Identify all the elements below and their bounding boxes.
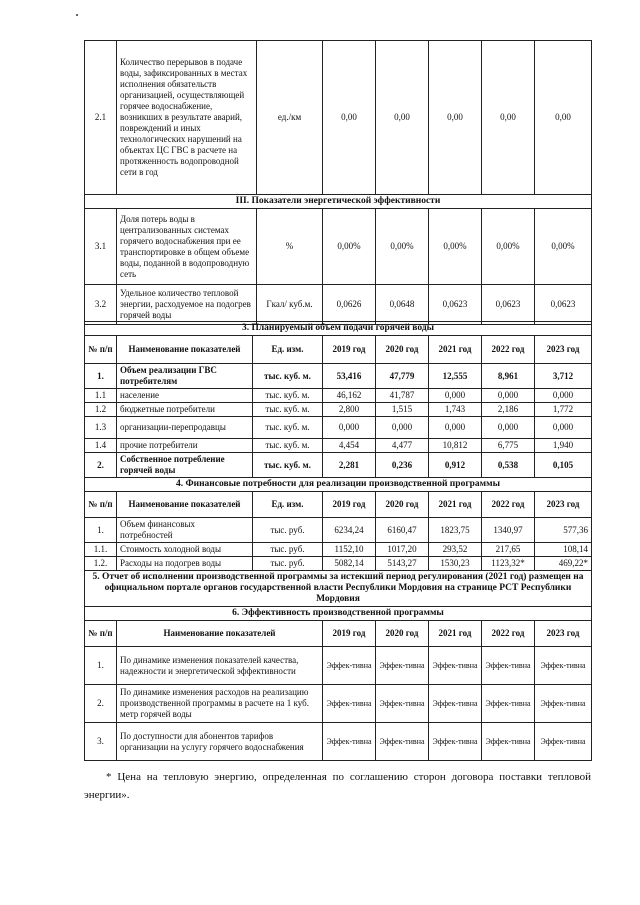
row-number: 1. (85, 364, 117, 389)
value: 577,36 (535, 518, 592, 543)
value: 0,0648 (376, 285, 429, 325)
value: 46,162 (323, 389, 376, 403)
table-row (85, 403, 592, 417)
table-row (85, 41, 592, 195)
indicator-name: Объем реализации ГВС потребителям (117, 364, 253, 389)
table-row (85, 439, 592, 453)
unit: тыс. руб. (253, 557, 323, 571)
value: 0,000 (429, 417, 482, 439)
value: 2,186 (482, 403, 535, 417)
col-header-year: 2019 год (323, 621, 376, 647)
efficiency-value: Эффек-тивна (376, 647, 429, 685)
value: 469,22* (535, 557, 592, 571)
table-row (85, 285, 592, 325)
col-header-year: 2023 год (535, 336, 592, 364)
value: 4,454 (323, 439, 376, 453)
value: 1152,10 (323, 543, 376, 557)
indicator-name: бюджетные потребители (117, 403, 253, 417)
efficiency-value: Эффек-тивна (323, 685, 376, 723)
col-header-year: 2020 год (376, 621, 429, 647)
table-row (85, 557, 592, 571)
section-title-row (85, 195, 592, 209)
efficiency-value: Эффек-тивна (429, 723, 482, 761)
value: 0,912 (429, 453, 482, 478)
indicators-table (84, 40, 592, 325)
value: 0,000 (535, 389, 592, 403)
row-number: 1.1 (85, 389, 117, 403)
unit: тыс. куб. м. (253, 439, 323, 453)
efficiency-value: Эффек-тивна (323, 647, 376, 685)
indicator-name: Расходы на подогрев воды (117, 557, 253, 571)
value: 10,812 (429, 439, 482, 453)
indicator-name: По динамике изменения показателей качества, надежности и энергетической эффективности (117, 647, 323, 685)
value: 47,779 (376, 364, 429, 389)
indicator-name: Доля потерь воды в централизованных системах горячего водоснабжения при ее транспортировке в общем объеме воды, поданной в водопроводную сеть (117, 209, 257, 285)
value: 1123,32* (482, 557, 535, 571)
unit: Гкал/ куб.м. (257, 285, 323, 325)
indicator-name: население (117, 389, 253, 403)
value: 0,0623 (482, 285, 535, 325)
efficiency-value: Эффек-тивна (482, 723, 535, 761)
value: 0,236 (376, 453, 429, 478)
value: 2,800 (323, 403, 376, 417)
col-header-year: 2021 год (429, 621, 482, 647)
value: 0,00 (535, 41, 592, 195)
indicator-name: Собственное потребление горячей воды (117, 453, 253, 478)
section-title-row (85, 607, 592, 621)
header-row (85, 621, 592, 647)
value: 0,000 (482, 389, 535, 403)
col-header-year: 2023 год (535, 492, 592, 518)
row-number: 1.2. (85, 557, 117, 571)
value: 6160,47 (376, 518, 429, 543)
col-header-name: Наименование показателей (117, 336, 253, 364)
value: 53,416 (323, 364, 376, 389)
unit: тыс. куб. м. (253, 389, 323, 403)
efficiency-value: Эффек-тивна (535, 723, 592, 761)
col-header-name: Наименование показателей (117, 492, 253, 518)
value: 0,000 (323, 417, 376, 439)
value: 293,52 (429, 543, 482, 557)
col-header-year: 2019 год (323, 336, 376, 364)
indicator-name: Стоимость холодной воды (117, 543, 253, 557)
unit: ед./км (257, 41, 323, 195)
unit: тыс. куб. м. (253, 364, 323, 389)
row-number: 1.1. (85, 543, 117, 557)
value: 0,0623 (535, 285, 592, 325)
row-number: 1. (85, 647, 117, 685)
value: 0,000 (482, 417, 535, 439)
value: 1,940 (535, 439, 592, 453)
value: 1340,97 (482, 518, 535, 543)
col-header-num: № п/п (85, 621, 117, 647)
unit: тыс. руб. (253, 543, 323, 557)
value: 2,281 (323, 453, 376, 478)
table-row (85, 518, 592, 543)
table-row (85, 453, 592, 478)
section-title-row (85, 478, 592, 492)
value: 0,00 (376, 41, 429, 195)
row-number: 1.3 (85, 417, 117, 439)
efficiency-value: Эффек-тивна (535, 685, 592, 723)
table-row (85, 723, 592, 761)
efficiency-value: Эффек-тивна (376, 723, 429, 761)
value: 5143,27 (376, 557, 429, 571)
value: 0,00% (429, 209, 482, 285)
header-row (85, 336, 592, 364)
value: 0,00% (482, 209, 535, 285)
efficiency-value: Эффек-тивна (323, 723, 376, 761)
col-header-name: Наименование показателей (117, 621, 323, 647)
value: 1017,20 (376, 543, 429, 557)
unit: тыс. куб. м. (253, 403, 323, 417)
scan-speck (76, 14, 78, 16)
table-row (85, 543, 592, 557)
unit: тыс. руб. (253, 518, 323, 543)
section-title: III. Показатели энергетической эффективности (85, 195, 592, 209)
row-number: 3.2 (85, 285, 117, 325)
row-number: 3. (85, 723, 117, 761)
program-table (84, 321, 592, 761)
header-row (85, 492, 592, 518)
footnote: * Цена на тепловую энергию, определенная по соглашению сторон договора поставки тепловой энергии». (84, 771, 591, 801)
indicator-name: прочие потребители (117, 439, 253, 453)
value: 0,000 (376, 417, 429, 439)
value: 1530,23 (429, 557, 482, 571)
efficiency-value: Эффек-тивна (429, 647, 482, 685)
table-row (85, 209, 592, 285)
col-header-unit: Ед. изм. (253, 336, 323, 364)
report-row (85, 571, 592, 607)
value: 41,787 (376, 389, 429, 403)
efficiency-value: Эффек-тивна (429, 685, 482, 723)
table-row (85, 389, 592, 403)
unit: тыс. куб. м. (253, 417, 323, 439)
value: 1823,75 (429, 518, 482, 543)
indicator-name: Количество перерывов в подаче воды, зафиксированных в местах исполнения обязательств организацией, осуществляющей горячее водоснабжение, возникших в результате аварий, повреждений и иных технологических нарушений на объектах ЦС ГВС в расчете на протяженность водопроводной сети в год (117, 41, 257, 195)
value: 6,775 (482, 439, 535, 453)
value: 0,000 (429, 389, 482, 403)
value: 3,712 (535, 364, 592, 389)
value: 4,477 (376, 439, 429, 453)
row-number: 2. (85, 453, 117, 478)
col-header-year: 2019 год (323, 492, 376, 518)
value: 1,743 (429, 403, 482, 417)
row-number: 3.1 (85, 209, 117, 285)
value: 0,00 (429, 41, 482, 195)
value: 0,00% (376, 209, 429, 285)
col-header-unit: Ед. изм. (253, 492, 323, 518)
col-header-num: № п/п (85, 492, 117, 518)
table-row (85, 685, 592, 723)
section-title: 4. Финансовые потребности для реализации производственной программы (85, 478, 592, 492)
value: 0,00% (535, 209, 592, 285)
row-number: 1.4 (85, 439, 117, 453)
value: 1,515 (376, 403, 429, 417)
row-number: 1.2 (85, 403, 117, 417)
value: 1,772 (535, 403, 592, 417)
table-row (85, 417, 592, 439)
indicator-name: организации-перепродавцы (117, 417, 253, 439)
section-title: 3. Планируемый объем подачи горячей воды (85, 322, 592, 336)
efficiency-value: Эффек-тивна (535, 647, 592, 685)
col-header-year: 2022 год (482, 621, 535, 647)
report-notice: 5. Отчет об исполнении производственной программы за истекший период регулирования (2021 год) размещен на официальном портале органов государственной власти Республики Мордовия на странице РСТ Республики Мордовия (85, 571, 592, 607)
col-header-year: 2022 год (482, 492, 535, 518)
indicator-name: Удельное количество тепловой энергии, расходуемое на подогрев горячей воды (117, 285, 257, 325)
unit: тыс. куб. м. (253, 453, 323, 478)
value: 0,538 (482, 453, 535, 478)
section-title: 6. Эффективность производственной программы (85, 607, 592, 621)
value: 0,00 (323, 41, 376, 195)
col-header-year: 2021 год (429, 336, 482, 364)
row-number: 2.1 (85, 41, 117, 195)
value: 217,65 (482, 543, 535, 557)
table-row (85, 364, 592, 389)
value: 108,14 (535, 543, 592, 557)
col-header-year: 2020 год (376, 492, 429, 518)
indicator-name: Объем финансовых потребностей (117, 518, 253, 543)
value: 8,961 (482, 364, 535, 389)
col-header-year: 2020 год (376, 336, 429, 364)
value: 0,0626 (323, 285, 376, 325)
value: 12,555 (429, 364, 482, 389)
col-header-year: 2023 год (535, 621, 592, 647)
indicator-name: По доступности для абонентов тарифов организации на услугу горячего водоснабжения (117, 723, 323, 761)
value: 0,00 (482, 41, 535, 195)
efficiency-value: Эффек-тивна (482, 647, 535, 685)
col-header-year: 2022 год (482, 336, 535, 364)
row-number: 1. (85, 518, 117, 543)
value: 5082,14 (323, 557, 376, 571)
efficiency-value: Эффек-тивна (482, 685, 535, 723)
section-title-row (85, 322, 592, 336)
value: 0,0623 (429, 285, 482, 325)
value: 0,000 (535, 417, 592, 439)
efficiency-value: Эффек-тивна (376, 685, 429, 723)
col-header-year: 2021 год (429, 492, 482, 518)
indicator-name: По динамике изменения расходов на реализацию производственной программы в расчете на 1 куб. метр горячей воды (117, 685, 323, 723)
value: 0,00% (323, 209, 376, 285)
row-number: 2. (85, 685, 117, 723)
table-row (85, 647, 592, 685)
value: 6234,24 (323, 518, 376, 543)
col-header-num: № п/п (85, 336, 117, 364)
value: 0,105 (535, 453, 592, 478)
unit: % (257, 209, 323, 285)
